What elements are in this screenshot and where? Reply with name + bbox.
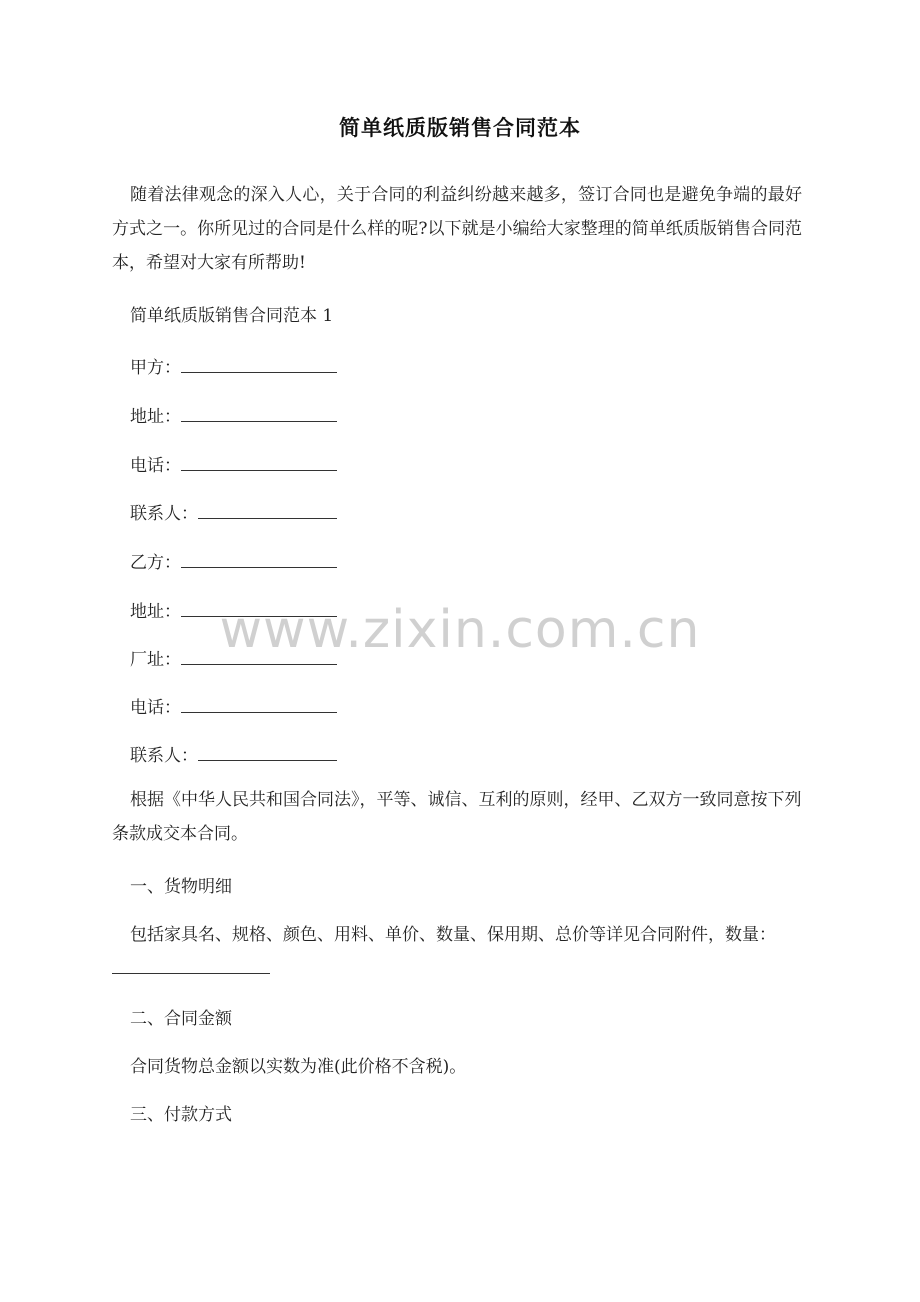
party-b-phone-blank[interactable] [181,692,337,713]
party-a-field [130,352,337,380]
document-title: 简单纸质版销售合同范本 [339,115,581,140]
party-a-contact-field [130,498,337,526]
intro-paragraph: 随着法律观念的深入人心，关于合同的利益纠纷越来越多，签订合同也是避免争端的最好方式之一。你所见过的合同是什么样的呢?以下就是小编给大家整理的简单纸质版销售合同范本，希望对大家有所帮助! [112,185,802,273]
clause-1-heading: 一、货物明细 [130,877,232,897]
party-b-factory-field [130,644,337,672]
quantity-blank[interactable] [112,953,270,974]
party-b-address-label: 地址： [130,602,181,622]
party-b-phone-field [130,692,337,720]
watermark: www.zixin.com.cn [219,600,701,660]
party-b-address-field [130,596,337,624]
clause-2-heading: 二、合同金额 [130,1009,232,1029]
party-a-phone-field [130,450,337,478]
agreement-paragraph: 根据《中华人民共和国合同法》，平等、诚信、互利的原则，经甲、乙双方一致同意按下列条款成交本合同。 [112,790,802,844]
section-heading: 简单纸质版销售合同范本 1 [130,306,334,326]
party-a-phone-label: 电话： [130,456,181,476]
party-b-contact-field [130,740,337,768]
party-a-phone-blank[interactable] [181,450,337,471]
party-b-blank[interactable] [181,547,337,568]
clause-1-paragraph [112,918,802,986]
party-b-label: 乙方： [130,553,181,573]
party-a-address-label: 地址： [130,407,181,427]
clause-2-paragraph: 合同货物总金额以实数为准(此价格不含税)。 [130,1057,467,1077]
party-b-factory-label: 厂址： [130,650,181,670]
party-a-address-field [130,401,337,429]
party-a-address-blank[interactable] [181,401,337,422]
party-a-label: 甲方： [130,358,181,378]
clause-3-heading: 三、付款方式 [130,1105,232,1125]
party-b-contact-blank[interactable] [198,740,337,761]
party-b-contact-label: 联系人： [130,746,198,766]
clause-1-text: 包括家具名、规格、颜色、用料、单价、数量、保用期、总价等详见合同附件，数量： [130,925,776,945]
party-b-field [130,547,337,575]
party-b-factory-blank[interactable] [181,644,337,665]
party-a-contact-label: 联系人： [130,504,198,524]
party-a-blank[interactable] [181,352,337,373]
party-b-phone-label: 电话： [130,698,181,718]
party-a-contact-blank[interactable] [198,498,337,519]
party-b-address-blank[interactable] [181,596,337,617]
